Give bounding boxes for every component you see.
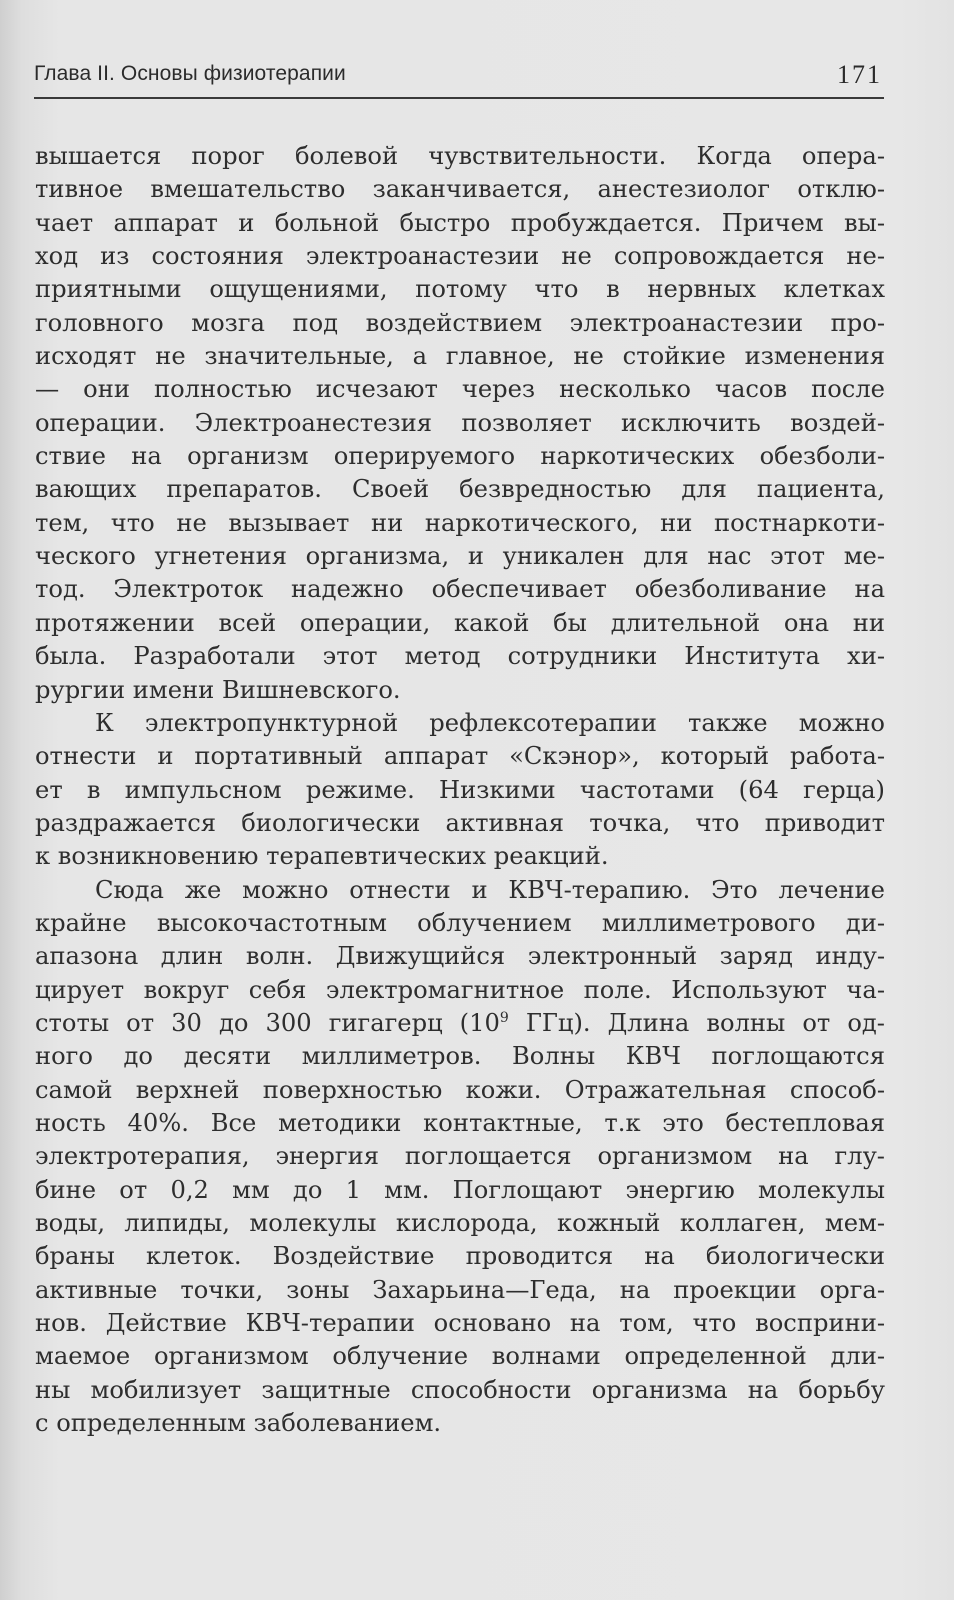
text-line: вышается порог болевой чувствительности. Когда опера- [35, 142, 885, 170]
text-line: тод. Электроток надежно обеспечивает обезболивание на [35, 575, 885, 604]
text-line: отнести и портативный аппарат «Скэнор», который работа- [35, 742, 885, 771]
text-segment: стоты от 30 до 300 гигагерц (10 [35, 1008, 500, 1037]
text-line: с определенным заболеванием. [35, 1409, 442, 1438]
text-line: ность 40%. Все методики контактные, т.к это бестепловая [35, 1108, 885, 1137]
text-line: тивное вмешательство заканчивается, анестезиолог отклю- [35, 175, 885, 204]
text-line: крайне высокочастотным облучением миллиметрового ди- [35, 908, 885, 937]
text-line: головного мозга под воздействием электроанастезии про- [35, 308, 885, 337]
page-number: 171 [837, 60, 882, 89]
text-line: цирует вокруг себя электромагнитное поле. Используют ча- [35, 975, 885, 1004]
text-line: активные точки, зоны Захарьина—Геда, на проекции орга- [35, 1275, 885, 1304]
text-segment: ГГц). Длина волны от од- [508, 1008, 885, 1037]
running-head [34, 62, 886, 96]
text-line: маемое организмом облучение волнами определенной дли- [35, 1342, 885, 1371]
text-line: — они полностью исчезают через несколько часов после [35, 375, 885, 404]
text-line: к возникновению терапевтических реакций. [35, 842, 609, 871]
text-line: Сюда же можно отнести и КВЧ-терапию. Это лечение [95, 875, 885, 904]
text-line: операции. Электроанестезия позволяет исключить воздей- [35, 408, 885, 437]
text-line: воды, липиды, молекулы кислорода, кожный коллаген, мем- [35, 1209, 885, 1237]
text-line: ческого угнетения организма, и уникален для нас этот ме- [35, 542, 885, 571]
text-line: тем, что не вызывает ни наркотического, ни постнаркоти- [35, 508, 885, 537]
chapter-title: Глава II. Основы физиотерапии [34, 62, 346, 85]
text-line [35, 1007, 885, 1040]
text-line: вающих препаратов. Своей безвредностью для пациента, [35, 475, 885, 504]
superscript-exponent: 9 [499, 1009, 509, 1026]
text-line: чает аппарат и больной быстро пробуждается. Причем вы- [35, 208, 885, 237]
text-line: была. Разработали этот метод сотрудники Института хи- [35, 642, 885, 671]
text-line: нов. Действие КВЧ-терапии основано на том, что восприни- [35, 1309, 885, 1338]
text-line: протяжении всей операции, какой бы длительной она ни [35, 608, 885, 637]
text-line: самой верхней поверхностью кожи. Отражательная способ- [35, 1075, 885, 1104]
body-text [35, 140, 885, 1440]
text-line: ны мобилизует защитные способности организма на борьбу [35, 1375, 885, 1404]
text-line: браны клеток. Воздействие проводится на биологически [35, 1242, 885, 1271]
text-line: исходят не значительные, а главное, не стойкие изменения [35, 342, 885, 371]
text-line: ного до десяти миллиметров. Волны КВЧ поглощаются [35, 1042, 885, 1071]
text-line: ет в импульсном режиме. Низкими частотами (64 герца) [35, 775, 885, 804]
text-line: К электропунктурной рефлексотерапии также можно [95, 708, 885, 737]
text-line: электротерапия, энергия поглощается организмом на глу- [35, 1142, 885, 1171]
text-line: рургии имени Вишневского. [35, 675, 401, 704]
text-line: апазона длин волн. Движущийся электронный заряд инду- [35, 942, 885, 971]
text-line: ствие на организм оперируемого наркотических обезболи- [35, 442, 885, 471]
text-line: раздражается биологически активная точка, что приводит [35, 808, 885, 837]
text-line: бине от 0,2 мм до 1 мм. Поглощают энергию молекулы [35, 1175, 885, 1204]
header-rule [34, 97, 884, 99]
text-line: ход из состояния электроанастезии не сопровождается не- [35, 242, 885, 271]
text-line: приятными ощущениями, потому что в нервных клетках [35, 275, 885, 304]
